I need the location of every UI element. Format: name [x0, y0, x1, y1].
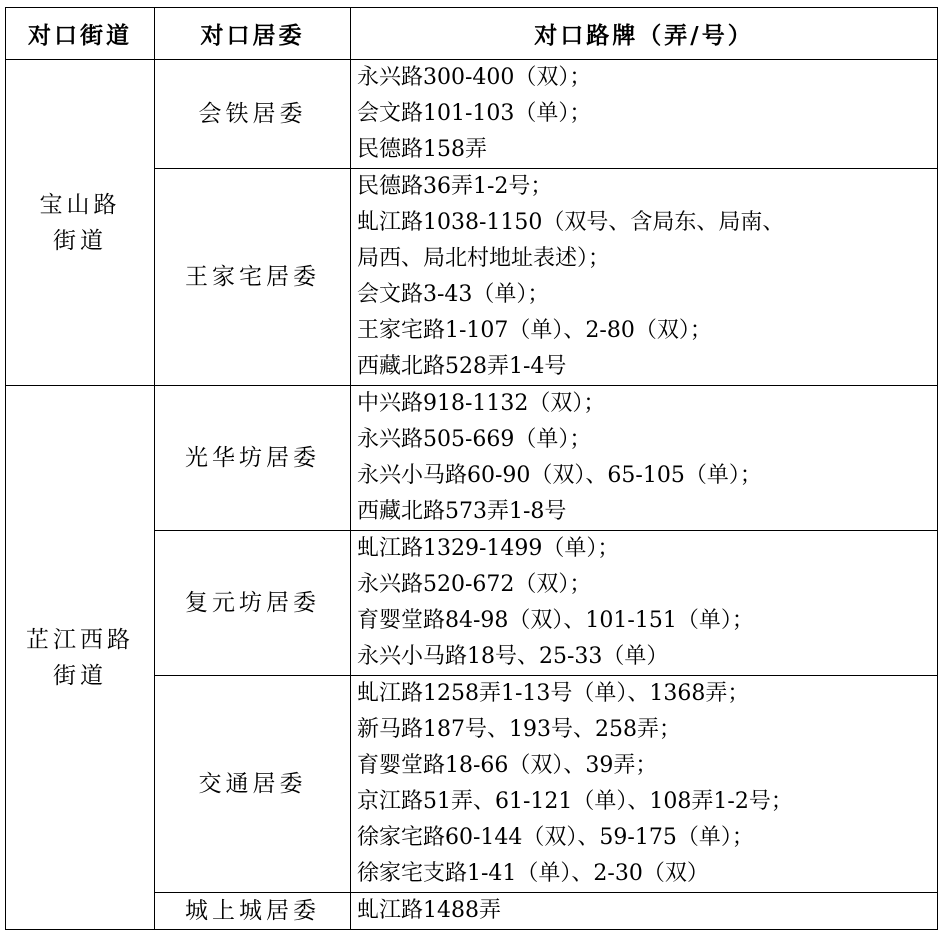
address-line: 民德路36弄1-2号；	[357, 174, 553, 199]
street-name-line: 街道	[53, 662, 107, 689]
committee-cell: 交通居委	[155, 676, 351, 893]
header-plates: 对口路牌（弄/号）	[351, 8, 938, 60]
street-cell	[6, 60, 155, 386]
address-line: 中兴路918-1132（双）；	[357, 391, 606, 416]
address-cell	[351, 386, 938, 531]
address-cell	[351, 169, 938, 386]
address-line: 永兴路520-672（双）；	[357, 572, 592, 597]
header-row	[6, 8, 938, 60]
address-line: 会文路3-43（单）；	[357, 282, 550, 307]
address-line: 王家宅路1-107（单）、2-80（双）；	[357, 318, 712, 343]
address-line: 民德路158弄	[357, 137, 487, 162]
street-name-line: 宝山路	[39, 191, 121, 218]
street-cell	[6, 386, 155, 930]
address-line: 西藏北路573弄1-8号	[357, 499, 567, 524]
committee-cell: 城上城居委	[155, 893, 351, 930]
address-line: 局西、局北村地址表述）；	[357, 246, 611, 271]
address-line: 新马路187号、193号、258弄；	[357, 717, 681, 742]
address-line: 会文路101-103（单）；	[357, 101, 592, 126]
street-name-line: 街道	[53, 227, 107, 254]
committee-cell: 王家宅居委	[155, 169, 351, 386]
address-line: 西藏北路528弄1-4号	[357, 354, 567, 379]
table-row	[6, 386, 938, 531]
table-row	[6, 60, 938, 169]
address-cell	[351, 60, 938, 169]
address-line: 永兴路505-669（单）；	[357, 427, 592, 452]
address-line: 徐家宅路60-144（双）、59-175（单）；	[357, 825, 754, 850]
address-line: 永兴小马路18号、25-33（单）	[357, 644, 669, 669]
header-street: 对口街道	[6, 8, 155, 60]
address-line: 京江路51弄、61-121（单）、108弄1-2号；	[357, 789, 793, 814]
address-cell	[351, 676, 938, 893]
address-line: 虬江路1038-1150（双号、含局东、局南、	[357, 210, 785, 235]
address-line: 徐家宅支路1-41（单）、2-30（双）	[357, 861, 709, 886]
street-name-line: 芷江西路	[26, 626, 134, 653]
address-line: 育婴堂路84-98（双）、101-151（单）；	[357, 608, 754, 633]
address-line: 虬江路1329-1499（单）；	[357, 536, 620, 561]
committee-cell: 光华坊居委	[155, 386, 351, 531]
address-cell	[351, 893, 938, 930]
address-line: 虬江路1258弄1-13号（单）、1368弄；	[357, 681, 750, 706]
address-cell	[351, 531, 938, 676]
address-line: 永兴路300-400（双）；	[357, 65, 592, 90]
committee-cell: 会铁居委	[155, 60, 351, 169]
address-line: 永兴小马路60-90（双）、65-105（单）；	[357, 463, 762, 488]
address-line: 虬江路1488弄	[357, 898, 501, 923]
address-table	[5, 7, 938, 930]
header-committee: 对口居委	[155, 8, 351, 60]
committee-cell: 复元坊居委	[155, 531, 351, 676]
address-line: 育婴堂路18-66（双）、39弄；	[357, 753, 658, 778]
